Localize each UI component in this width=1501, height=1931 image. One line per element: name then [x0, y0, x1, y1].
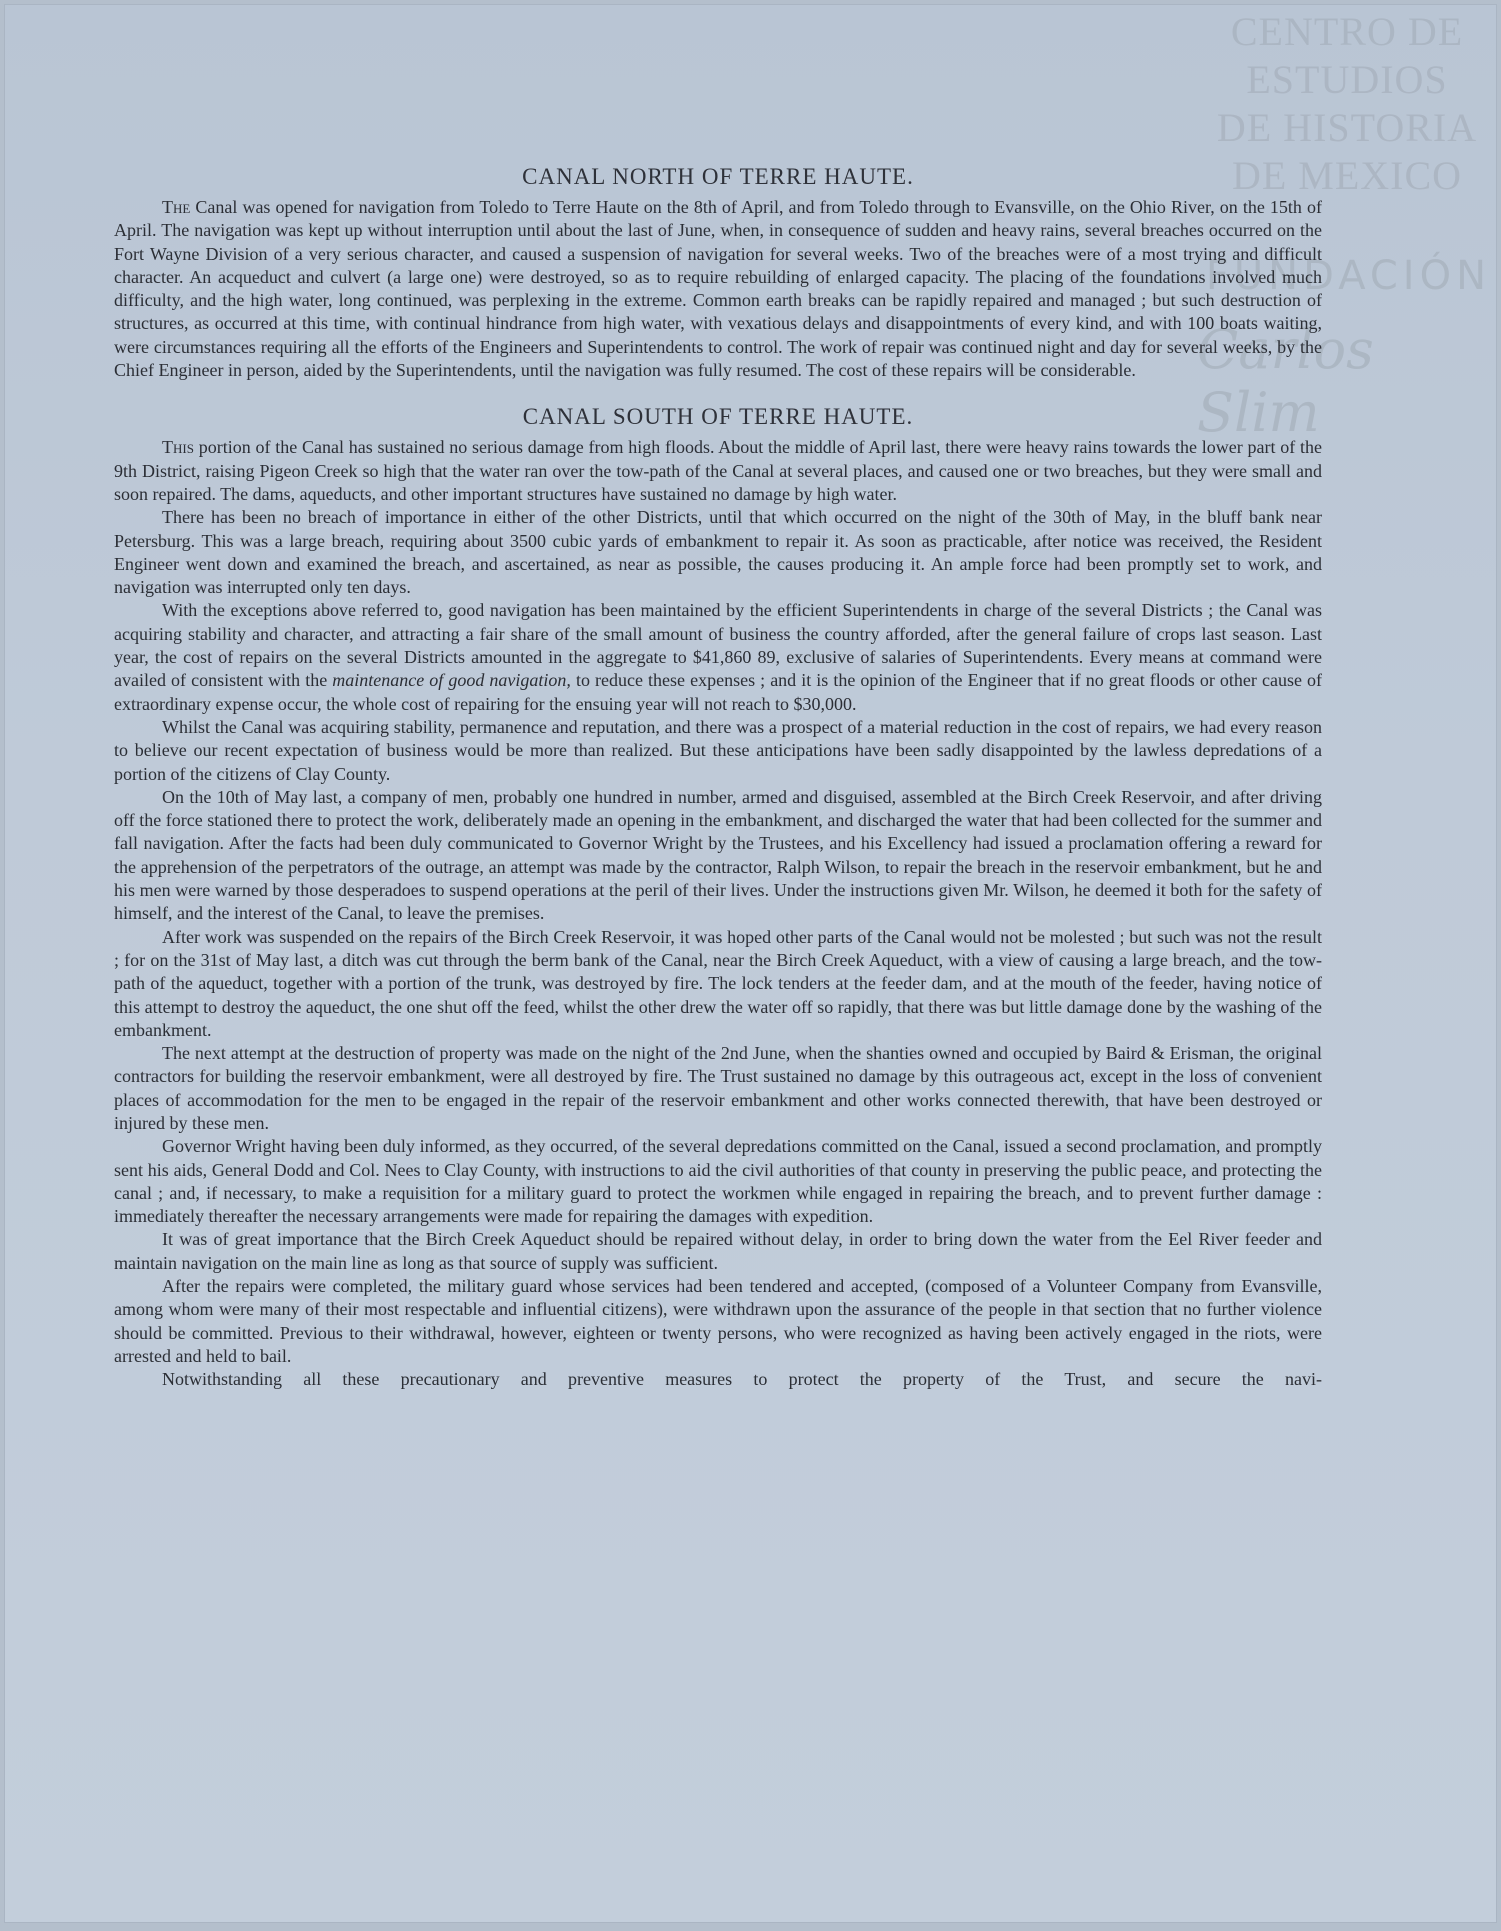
paragraph-south-6: After work was suspended on the repairs of the Birch Creek Reservoir, it was hoped other parts of the Canal would not be molested ; but such was not the result ; for on the 31st of May last, a ditch was cut through the berm bank of the Canal, near the Birch Creek Aqueduct, with a view of causing a large breach, and the tow-path of the aqueduct, together with a portion of the trunk, was destroyed by fire. The lock tenders at the feeder dam, and at the mouth of the feeder, having notice of this attempt to destroy the aqueduct, the one shut off the feed, whilst the other drew the water off so rapidly, that there was but little damage done by the washing of the embankment. — [114, 926, 1322, 1040]
paragraph-south-2: There has been no breach of importance in either of the other Districts, until that which occurred on the night of the 30th of May, in the bluff bank near Petersburg. This was a large breach, requiring about 3500 cubic yards of embankment to repair it. As soon as practicable, after notice was received, the Resident Engineer went down and examined the breach, and ascertained, as near as possible, the causes producing it. An ample force had been promptly set to work, and navigation was interrupted only ten days. — [114, 507, 1322, 598]
heading-canal-north: CANAL NORTH OF TERRE HAUTE. — [522, 164, 914, 189]
watermark-signature: Carlos Slim — [1197, 318, 1374, 444]
paragraph-south-11: Notwithstanding all these precautionary and preventive measures to protect the property of the Trust, and secure the navi- — [162, 1369, 1322, 1390]
paragraph-south-4: Whilst the Canal was acquiring stability, permanence and reputation, and there was a prospect of a material reduction in the cost of repairs, we had every reason to believe our recent expectation of business would be more than realized. But these anticipations have been sadly disappointed by the lawless depredations of a portion of the citizens of Clay County. — [114, 716, 1322, 784]
document-page — [4, 4, 1497, 1923]
paragraph-south-10: After the repairs were completed, the military guard whose services had been tendered and accepted, (composed of a Volunteer Company from Evansville, among whom were many of their most respectable and influential citizens), were withdrawn upon the assurance of the people in that section that no further violence should be committed. Previous to their withdrawal, however, eighteen or twenty persons, who were recognized as having been actively engaged in the riots, were arrested and held to bail. — [114, 1276, 1322, 1366]
watermark-line: ESTUDIOS — [1246, 57, 1448, 102]
emphasis-text: maintenance of good navigation, — [332, 670, 571, 691]
heading-canal-south: CANAL SOUTH OF TERRE HAUTE. — [522, 404, 914, 430]
document-body — [114, 164, 1322, 1392]
watermark-line: DE HISTORIA — [1216, 105, 1478, 150]
paragraph-text: to reduce these expenses ; and it is the opinion of the Engineer that if no great floods or other cause of extraordinary expense occur, the whole cost of repairing for the ensuing year will not reach to $30,000. — [114, 670, 1322, 714]
paragraph-south-8: Governor Wright having been duly informed, as they occurred, of the several depredations committed on the Canal, issued a second proclamation, and promptly sent his aids, General Dodd and Col. Nees to Clay County, with instructions to aid the civil authorities of that county in preserving the public peace, and protecting the canal ; and, if necessary, to make a requisition for a military guard to protect the workmen while engaged in repairing the breach, and to prevent further damage : immediately thereafter the necessary arrangements were made for repairing the damages with expedition. — [114, 1136, 1322, 1227]
watermark-line: DE MEXICO — [1231, 153, 1463, 198]
watermark-line: CENTRO DE — [1230, 9, 1464, 54]
paragraph-south-5: On the 10th of May last, a company of men, probably one hundred in number, armed and disguised, assembled at the Birch Creek Reservoir, and after driving off the force stationed there to protect the work, deliberately made an opening in the embankment, and discharged the water that had been collected for the summer and fall navigation. After the facts had been duly communicated to Governor Wright by the Trustees, and his Excellency had issued a proclamation offering a reward for the apprehension of the perpetrators of the outrage, an attempt was made by the contractor, Ralph Wilson, to repair the breach in the reservoir embankment, but he and his men were warned by those desperadoes to suspend operations at the peril of their lives. Under the instructions given Mr. Wilson, he deemed it both for the safety of himself, and the interest of the Canal, to leave the premises. — [114, 786, 1322, 924]
lead-word: This — [162, 437, 194, 458]
lead-word: The — [162, 197, 191, 217]
paragraph-south-9: It was of great importance that the Birch Creek Aqueduct should be repaired without delay, in order to bring down the water from the Eel River feeder and maintain navigation on the main line as long as that source of supply was sufficient. — [114, 1229, 1322, 1273]
paragraph-north — [114, 196, 1322, 382]
paragraph-text: portion of the Canal has sustained no serious damage from high floods. About the middle of April last, there were heavy rains towards the lower part of the 9th District, raising Pigeon Creek so high that the water ran over the tow-path of the Canal at several places, and caused one or two breaches, but they were small and soon repaired. The dams, aqueducts, and other important structures have sustained no damage by high water. — [114, 437, 1322, 504]
paragraph-text: With the exceptions above referred to, good navigation has been maintained by the efficient Superintendents in charge of the several Districts ; the Canal was acquiring stability and character, and attracting a fair share of the small amount of business the country afforded, after the general failure of crops last season. Last year, the cost of repairs on the several Districts amounted in the aggregate to $41,860 89, exclusive of salaries of Superintendents. Every means at command were availed of consistent with the — [114, 600, 1322, 691]
paragraph-south-7: The next attempt at the destruction of property was made on the night of the 2nd June, when the shanties owned and occupied by Baird & Erisman, the original contractors for building the reservoir embankment, were all destroyed by fire. The Trust sustained no damage by this outrageous act, except in the loss of convenient places of accommodation for the men to be engaged in the repair of the reservoir embankment and other works connected therewith, that have been destroyed or injured by these men. — [114, 1043, 1322, 1133]
paragraph-south-1 — [114, 436, 1322, 506]
paragraph-south-3 — [114, 599, 1322, 715]
watermark-foundation: FUNDACIÓN — [1205, 253, 1491, 299]
paragraph-text: Canal was opened for navigation from Toledo to Terre Haute on the 8th of April, and from Toledo through to Evansville, on the Ohio River, on the 15th of April. The navigation was kept up without interruption until about the last of June, when, in consequence of sudden and heavy rains, several breaches occurred on the Fort Wayne Division of a very serious character, and caused a suspension of navigation for several weeks. Two of the breaches were of a most trying and difficult character. An acqueduct and culvert (a large one) were destroyed, so as to require rebuilding of enlarged capacity. The placing of the foundations involved much difficulty, and the high water, long continued, was perplexing in the extreme. Common earth breaks can be rapidly repaired and managed ; but such destruction of structures, as occurred at this time, with continual hindrance from high water, with vexatious delays and disappointments of every kind, and with 100 boats waiting, were circumstances requiring all the efforts of the Engineers and Superintendents to control. The work of repair was continued night and day for several weeks, by the Chief Engineer in person, aided by the Superintendents, until the navigation was fully resumed. The cost of these repairs will be considerable. — [114, 197, 1322, 381]
